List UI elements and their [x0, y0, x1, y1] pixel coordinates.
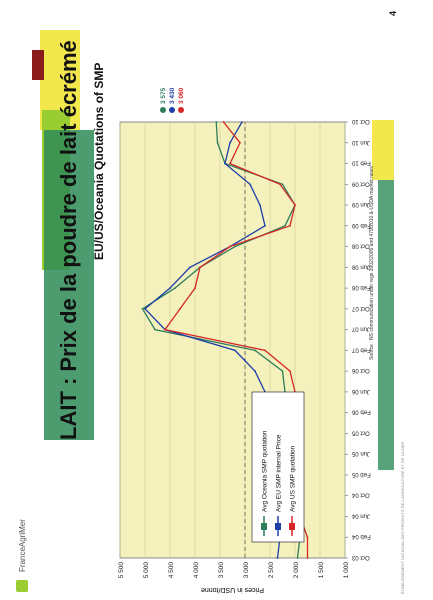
series-point-2 — [229, 163, 231, 165]
series-point-2 — [279, 183, 281, 185]
series-point-0 — [284, 225, 286, 227]
x-tick-label: Jun 04 — [352, 512, 371, 519]
series-point-0 — [215, 121, 217, 123]
series-point-2 — [289, 370, 291, 372]
series-point-2 — [194, 287, 196, 289]
footer-text: ÉTABLISSEMENT NATIONAL DES PRODUITS DE L'AGRICULTURE ET DE LA MER — [400, 441, 405, 594]
end-labels — [160, 87, 185, 113]
end-label: 3 060 — [178, 87, 185, 104]
series-point-2 — [223, 121, 225, 123]
series-point-1 — [249, 183, 251, 185]
series-point-0 — [282, 370, 284, 372]
x-tick-label: Oct 09 — [352, 180, 370, 187]
end-label: 3 575 — [160, 87, 167, 104]
series-point-2 — [307, 536, 309, 538]
x-tick-label: Feb 08 — [352, 284, 371, 291]
series-point-1 — [234, 349, 236, 351]
legend-label: Avg US SMP quotation — [289, 445, 297, 512]
series-point-0 — [297, 557, 299, 559]
y-tick-label: 1 000 — [343, 562, 350, 579]
series-point-0 — [154, 329, 156, 331]
x-tick-label: Feb 10 — [352, 159, 371, 166]
series-point-0 — [217, 142, 219, 144]
series-point-2 — [164, 329, 166, 331]
page-title: LAIT : Prix de la poudre de lait écrémé — [56, 40, 81, 440]
series-point-2 — [199, 266, 201, 268]
series-point-0 — [282, 183, 284, 185]
x-tick-label: Oct 05 — [352, 429, 370, 436]
legend-label: Avg Oceania SMP quotation — [261, 430, 269, 512]
series-point-1 — [169, 287, 171, 289]
x-tick-label: Jun 10 — [352, 138, 371, 145]
x-tick-label: Oct 04 — [352, 491, 370, 498]
x-tick-label: Jun 05 — [352, 450, 371, 457]
x-tick-label: Oct 10 — [352, 118, 370, 124]
series-point-1 — [254, 370, 256, 372]
series-point-1 — [264, 225, 266, 227]
x-tick-label: Jun 06 — [352, 387, 371, 394]
x-tick-label: Feb 09 — [352, 221, 371, 228]
x-tick-label: Oct 08 — [352, 242, 370, 249]
legend-label: Avg EU SMP internal Price — [275, 434, 283, 512]
x-tick-label: Oct 03 — [352, 554, 370, 560]
page-number: 4 — [388, 10, 398, 16]
series-point-0 — [254, 349, 256, 351]
legend-flag-icon — [275, 523, 281, 530]
series-point-1 — [229, 142, 231, 144]
end-flag-icon — [178, 107, 184, 113]
end-label: 3 430 — [169, 87, 176, 104]
series-point-1 — [144, 308, 146, 310]
y-tick-label: 4 000 — [193, 562, 200, 579]
series-point-2 — [229, 246, 231, 248]
legend-flag-icon — [289, 523, 295, 530]
legend — [252, 392, 304, 542]
x-tick-label: Jun 09 — [352, 201, 371, 208]
series-point-1 — [224, 163, 226, 165]
x-tick-label: Feb 04 — [352, 533, 371, 540]
x-tick-label: Oct 06 — [352, 367, 370, 374]
y-tick-label: 2 500 — [268, 562, 275, 579]
legend-flag-icon — [261, 523, 267, 530]
series-point-2 — [307, 557, 309, 559]
series-point-0 — [234, 246, 236, 248]
y-axis — [118, 562, 350, 579]
y-tick-label: 4 500 — [168, 562, 175, 579]
x-tick-label: Jun 08 — [352, 263, 371, 270]
series-point-2 — [239, 142, 241, 144]
y-tick-label: 3 000 — [243, 562, 250, 579]
chart-title: EU/US/Oceania Quotations of SMP — [92, 62, 106, 260]
series-point-1 — [241, 121, 243, 123]
y-tick-label: 2 000 — [293, 562, 300, 579]
series-point-1 — [259, 204, 261, 206]
series-point-2 — [179, 308, 181, 310]
end-flag-icon — [169, 107, 175, 113]
logo-text: FranceAgriMer — [18, 519, 27, 572]
y-tick-label: 1 500 — [318, 562, 325, 579]
end-flag-icon — [160, 107, 166, 113]
series-point-2 — [289, 225, 291, 227]
x-tick-label: Oct 07 — [352, 304, 370, 311]
series-point-0 — [142, 308, 144, 310]
x-tick-label: Feb 07 — [352, 346, 371, 353]
source-note: Source : NS communication under regs 3902/2005 and 479/2010 & USDA market news — [369, 166, 375, 360]
plot-area — [120, 122, 345, 558]
x-axis — [345, 118, 371, 560]
series-point-1 — [277, 557, 279, 559]
y-tick-label: 3 500 — [218, 562, 225, 579]
x-tick-label: Jun 07 — [352, 325, 371, 332]
series-point-0 — [174, 287, 176, 289]
y-axis-label: Prices in USD/tonne — [200, 586, 265, 593]
y-tick-label: 5 000 — [143, 562, 150, 579]
y-tick-label: 5 500 — [118, 562, 125, 579]
x-tick-label: Feb 06 — [352, 408, 371, 415]
series-point-1 — [189, 266, 191, 268]
series-point-2 — [294, 204, 296, 206]
series-point-2 — [264, 349, 266, 351]
x-tick-label: Feb 05 — [352, 470, 371, 477]
